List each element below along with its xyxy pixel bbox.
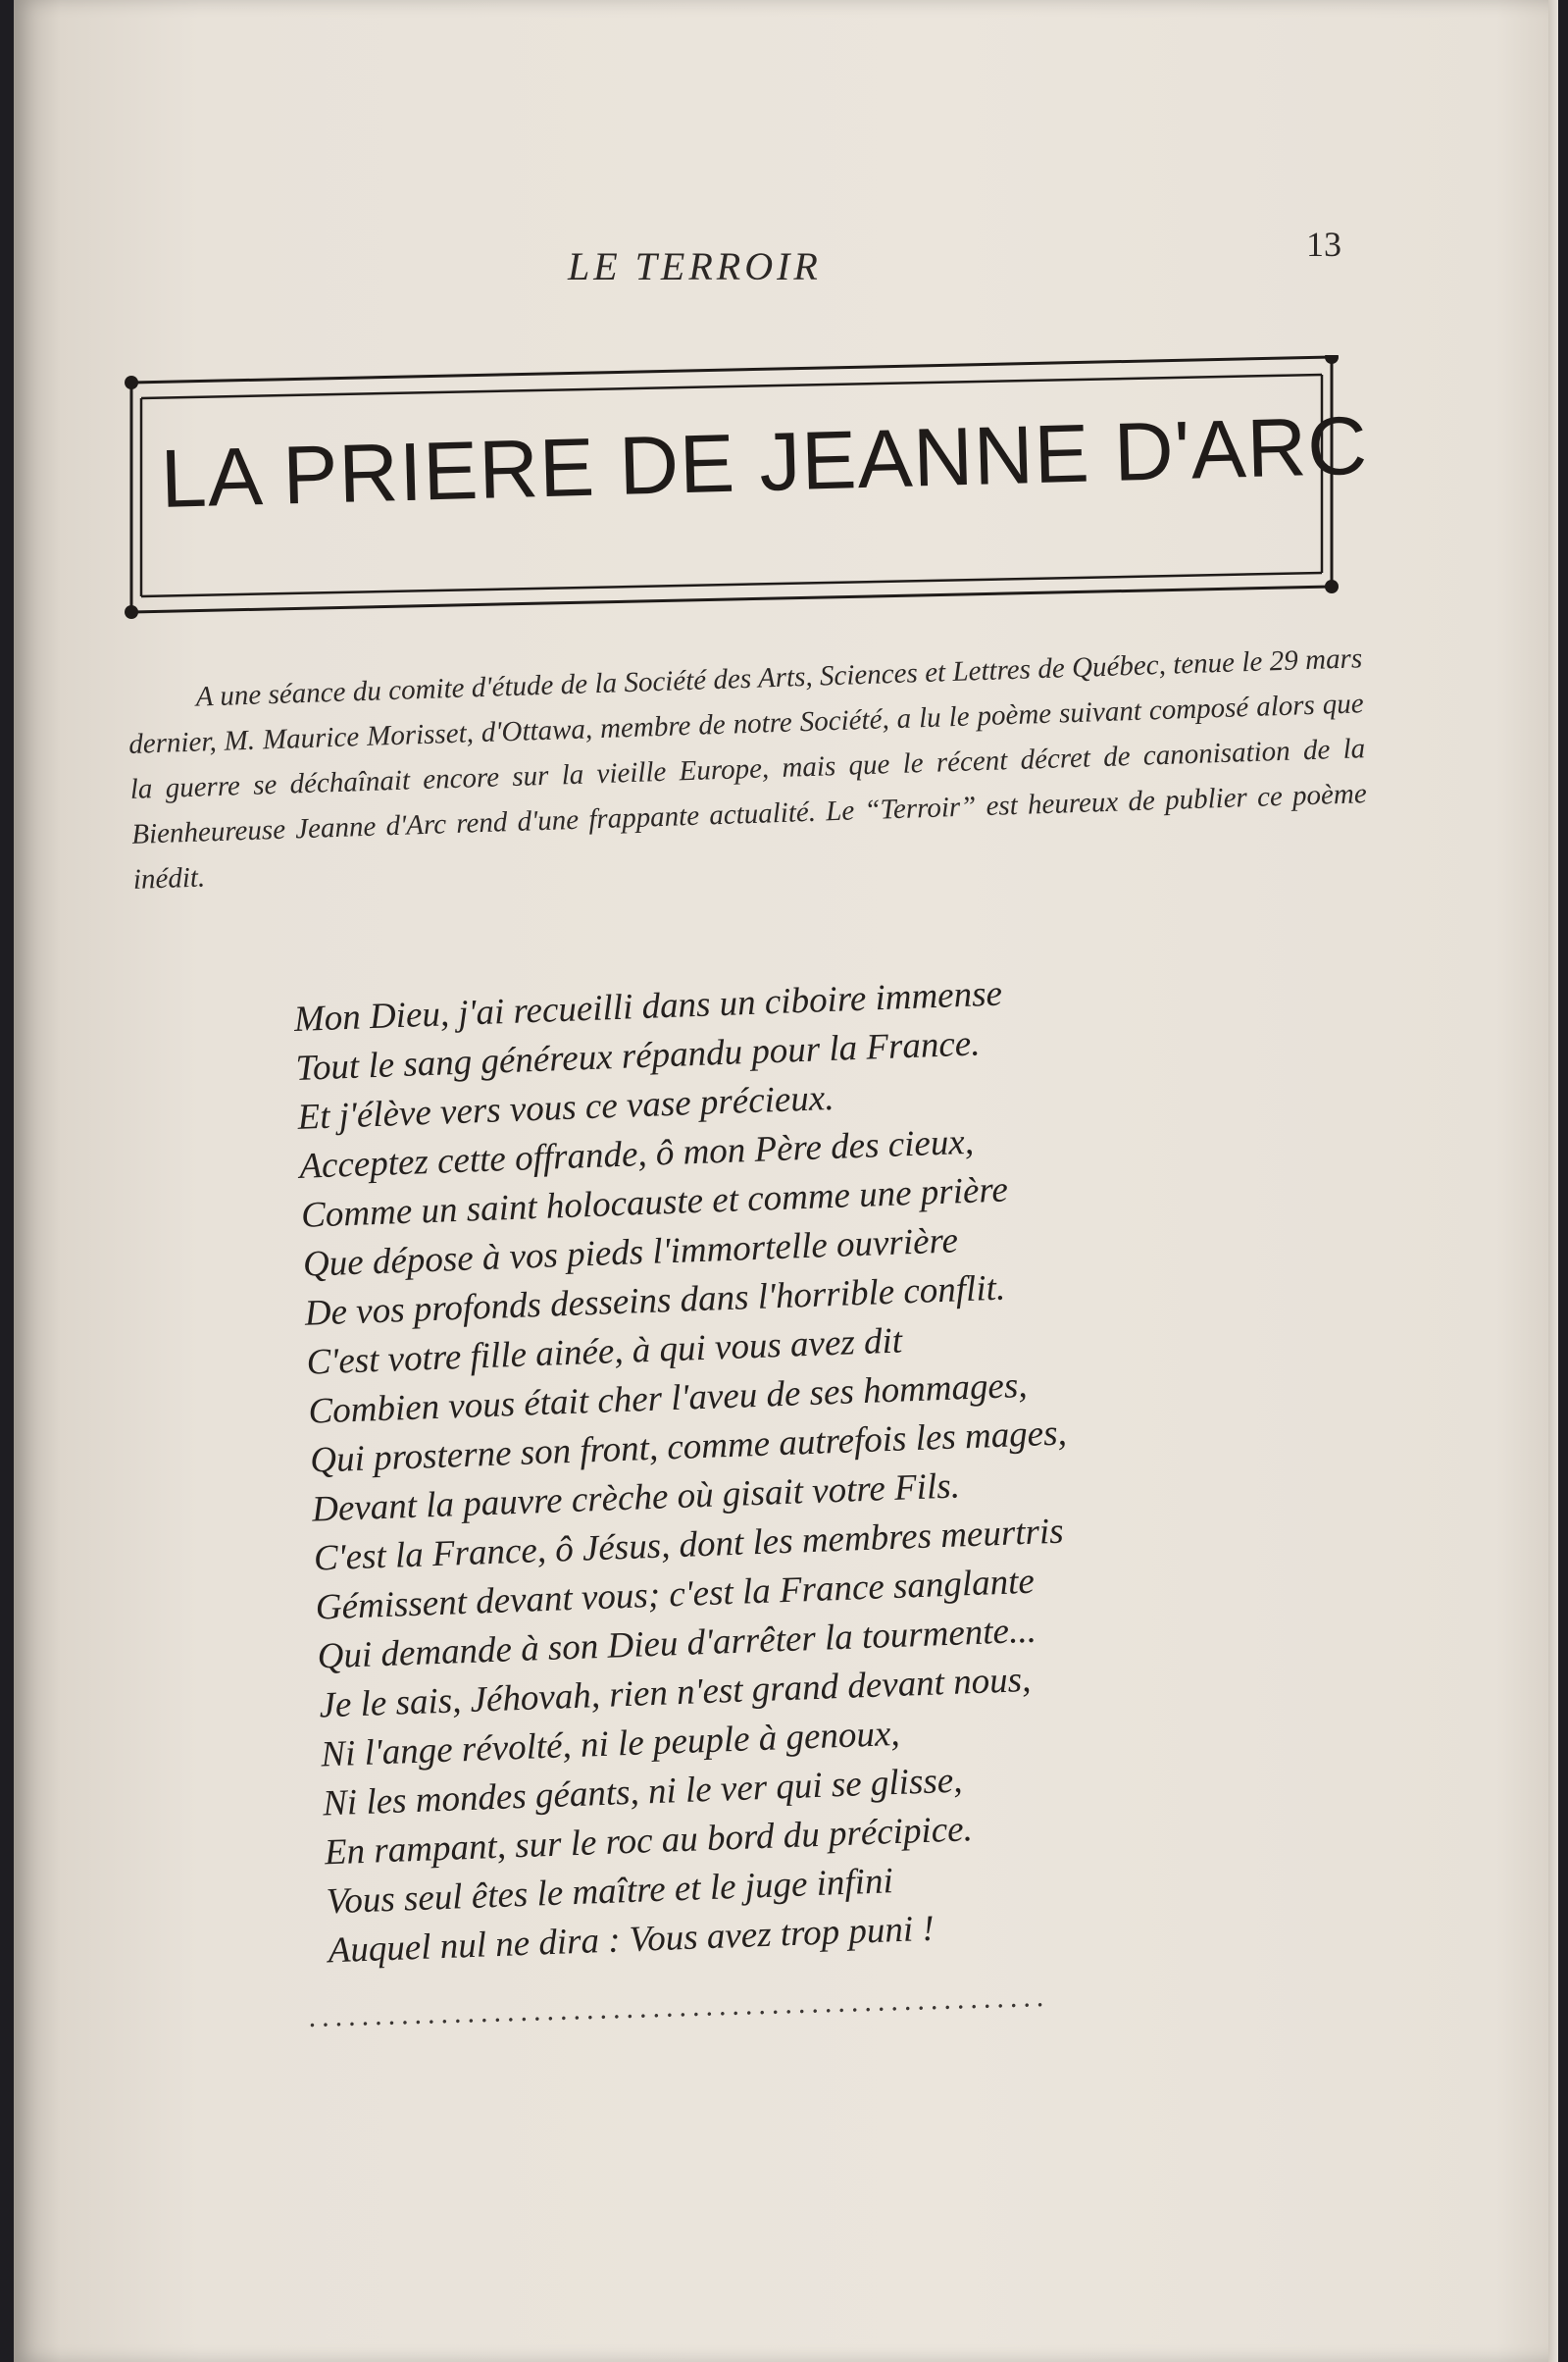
poem-line: Vous seul êtes le maître et le juge infini — [326, 1861, 894, 1923]
poem-line: Qui prosterne son front, comme autrefois les mages, — [309, 1412, 1068, 1481]
poem-line: De vos profonds desseins dans l'horrible conflit. — [304, 1267, 1006, 1334]
article-title: LA PRIERE DE JEANNE D'ARC — [159, 398, 1370, 525]
book-page — [14, 0, 1558, 2362]
poem-line: C'est la France, ô Jésus, dont les membres meurtris — [313, 1511, 1065, 1579]
poem-line: C'est votre fille ainée, à qui vous avez dit — [305, 1320, 903, 1383]
page-number: 13 — [1306, 225, 1341, 264]
poem-line: Je le sais, Jéhovah, rien n'est grand devant nous, — [318, 1659, 1032, 1726]
poem-line: Gémissent devant vous; c'est la France sanglante — [315, 1561, 1036, 1628]
poem-line: Comme un saint holocauste et comme une prière — [300, 1169, 1009, 1236]
poem-line: Ni les mondes géants, ni le ver qui se glisse, — [322, 1760, 964, 1824]
poem-line: Tout le sang généreux répandu pour la France. — [294, 1023, 982, 1089]
poem-line: En rampant, sur le roc au bord du précipice. — [324, 1809, 974, 1874]
poem-line: Devant la pauvre crèche où gisait votre Fils. — [311, 1465, 961, 1530]
running-title: LE TERROIR — [568, 244, 822, 288]
ellipsis-dots: ........................................................ — [308, 1979, 1050, 2033]
poem-line: Que dépose à vos pieds l'immortelle ouvrière — [302, 1220, 959, 1285]
poem-line: Mon Dieu, j'ai recueilli dans un ciboire immense — [293, 973, 1003, 1040]
poem-line: Auquel nul ne dira : Vous avez trop puni ! — [327, 1908, 936, 1972]
poem-line: Combien vous était cher l'aveu de ses hommages, — [307, 1364, 1029, 1432]
poem-line: Qui demande à son Dieu d'arrêter la tourmente... — [316, 1610, 1037, 1677]
poem — [293, 959, 1309, 1976]
poem-line: Ni l'ange révolté, ni le peuple à genoux, — [320, 1713, 901, 1775]
poem-line: Acceptez cette offrande, ô mon Père des cieux, — [298, 1121, 975, 1187]
intro-text: A une séance du comite d'étude de la Société des Arts, Sciences et Lettres de Québec, tenue le 29 mars dernier, M. Maurice Morisset, d'Ottawa, membre de notre Société, a lu le poème suivant composé alors que la guerre se déchaînait encore sur la vieille Europe, mais que le récent décret de canonisation de la Bienheureuse Jeanne d'Arc rend d'une frappante actualité. Le “Terroir” est heureux de publier ce poème inédit. — [127, 642, 1368, 896]
poem-line: Et j'élève vers vous ce vase précieux. — [296, 1077, 835, 1138]
page-edge — [1548, 0, 1558, 2362]
intro-paragraph — [126, 636, 1369, 902]
